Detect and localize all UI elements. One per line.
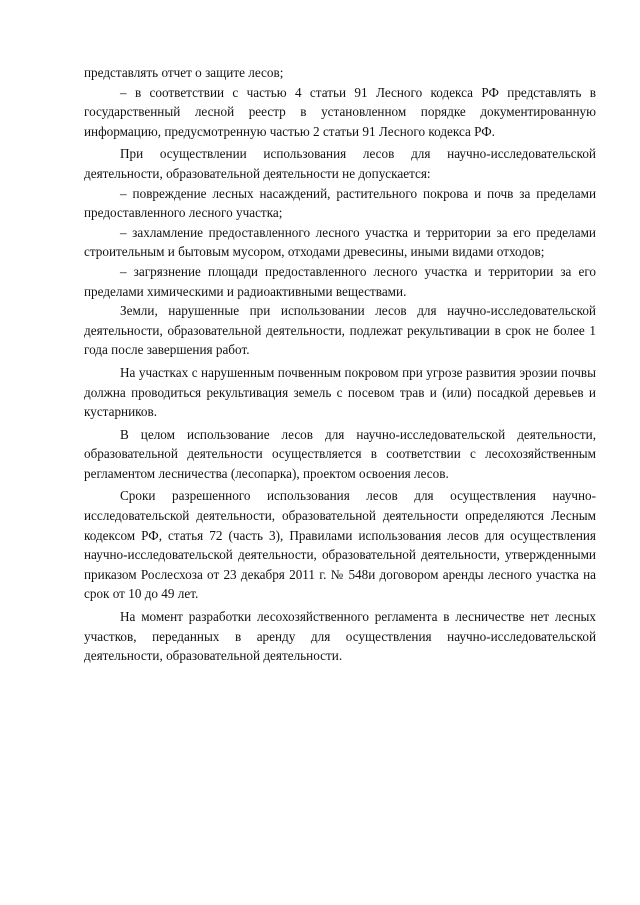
paragraph-land-recultivation: Земли, нарушенные при использовании лесов для научно-исследовательской деятельности, образовательной деятельности, подлежат рекультивации в срок не более 1 года после завершения работ. — [84, 303, 596, 358]
paragraph-forest-protection-report: представлять отчет о защите лесов; — [84, 65, 284, 80]
paragraph-prohibition-damage: – повреждение лесных насаждений, растительного покрова и почв за пределами предоставленного лесного участка; — [84, 185, 596, 221]
paragraph-general-use: В целом использование лесов для научно-исследовательской деятельности, образовательной деятельности осуществляется в соответствии с лесохозяйственным регламентом лесничества (лесопарка), проектом освоения лесов. — [84, 426, 596, 481]
paragraph-prohibition-pollution: – загрязнение площади предоставленного лесного участка и территории за его пределами химическими и радиоактивными веществами. — [84, 263, 596, 299]
paragraph-no-leased-plots: На момент разработки лесохозяйственного регламента в лесничестве нет лесных участков, переданных в аренду для осуществления научно-исследовательской деятельности, образовательной деятельности. — [84, 609, 596, 664]
paragraph-erosion-recultivation: На участках с нарушенным почвенным покровом при угрозе развития эрозии почвы должна проводиться рекультивация земель с посевом трав и (или) посадкой деревьев и кустарников. — [84, 364, 596, 420]
paragraph-use-terms: Сроки разрешенного использования лесов для осуществления научно-исследовательской деятельности, образовательной деятельности определяются Лесным кодексом РФ, статья 72 (часть 3), Правилами использования лесов для осуществления научно-исследовательской деятельности, образовательной деятельности, утвержденными приказом Рослесхоза от 23 декабря 2011 г. № 548и договором аренды лесного участка на срок от 10 до 49 лет. — [84, 488, 596, 602]
paragraph-prohibitions-intro: При осуществлении использования лесов для научно-исследовательской деятельности, образовательной деятельности не допускается: — [84, 146, 596, 181]
paragraph-forest-registry: – в соответствии с частью 4 статьи 91 Лесного кодекса РФ представлять в государственный лесной реестр в установленном порядке документированную информацию, предусмотренную частью 2 статьи 91 Лесного кодекса РФ. — [84, 84, 596, 139]
paragraph-prohibition-littering: – захламление предоставленного лесного участка и территории за его пределами строительным и бытовым мусором, отходами древесины, иными видами отходов; — [84, 224, 596, 260]
document-page — [84, 63, 596, 666]
